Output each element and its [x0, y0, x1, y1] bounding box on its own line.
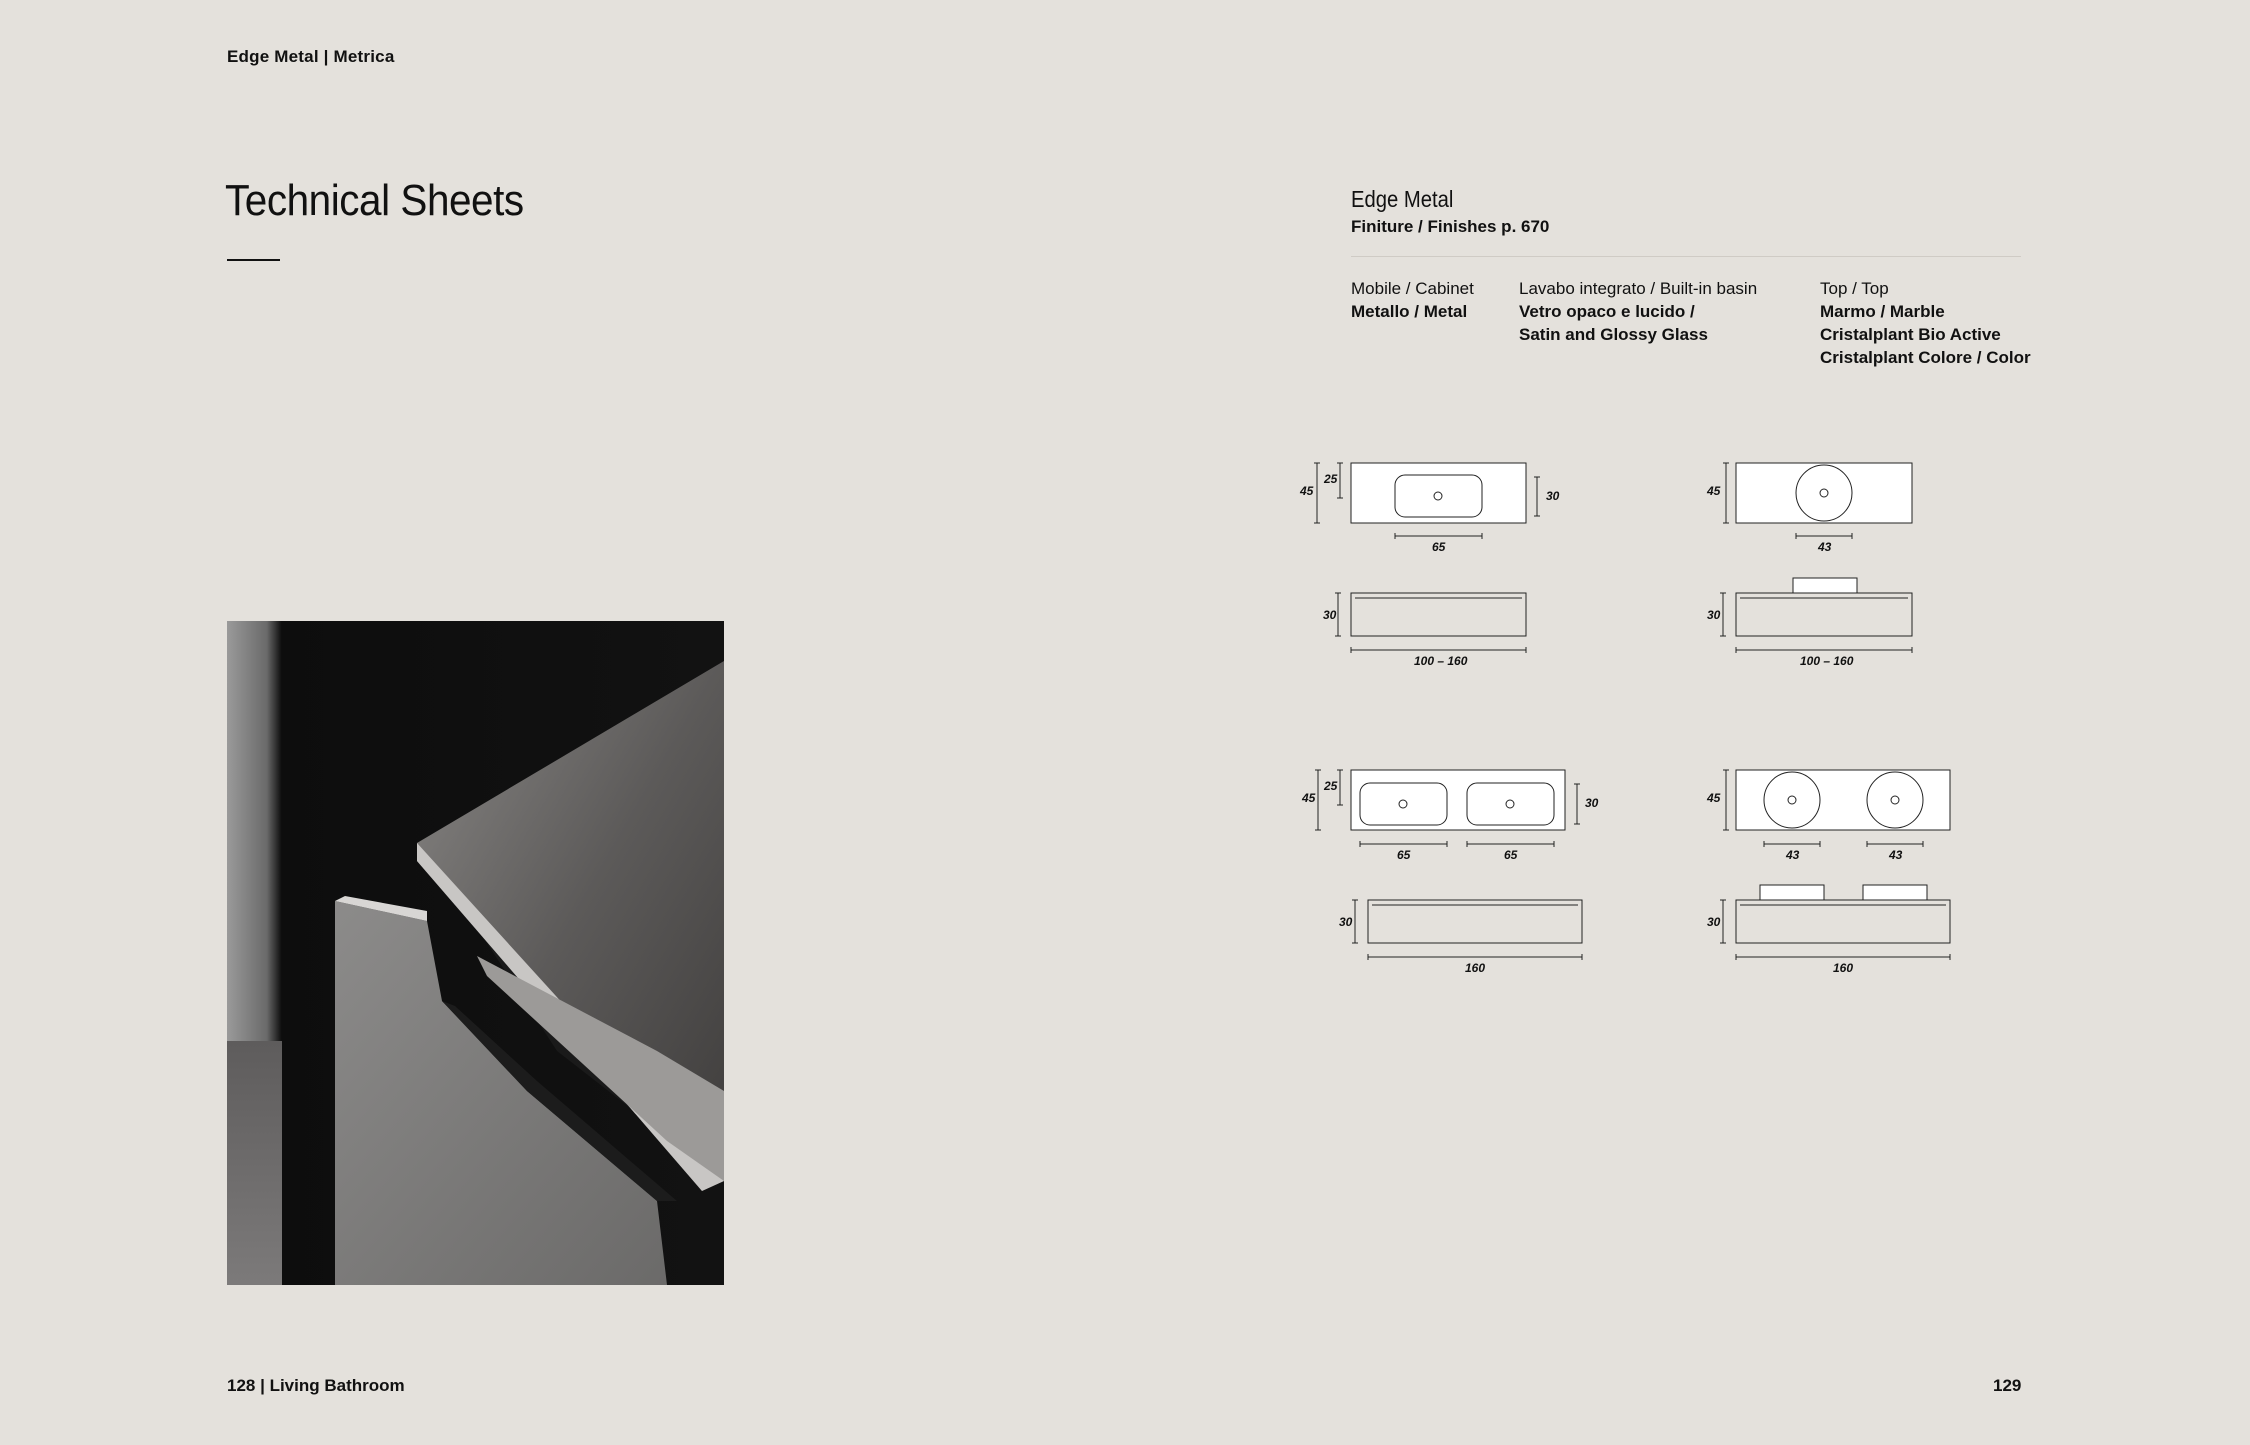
dim-label: 45	[1707, 791, 1721, 805]
dim-label: 30	[1323, 608, 1337, 622]
dim-label: 45	[1300, 484, 1314, 498]
page-title: Technical Sheets	[225, 176, 524, 225]
spec-basin	[1519, 277, 1757, 346]
spec-label: Mobile / Cabinet	[1351, 279, 1474, 298]
footer-page-left: 128 | Living Bathroom	[227, 1376, 405, 1395]
dim-label: 100 – 160	[1414, 654, 1468, 668]
dim-label: 30	[1339, 915, 1353, 929]
dim-label: 25	[1324, 472, 1338, 486]
dim-label: 160	[1833, 961, 1854, 975]
header-label: Edge Metal | Metrica	[227, 47, 395, 66]
product-photo	[227, 621, 724, 1285]
product-finishes: Finiture / Finishes p. 670	[1351, 217, 1550, 236]
footer-page-right: 129	[1993, 1376, 2022, 1395]
spec-value: Cristalplant Bio Active	[1820, 325, 2001, 344]
dim-label: 30	[1546, 489, 1560, 503]
spec-label: Top / Top	[1820, 279, 1889, 298]
dim-label: 65	[1432, 540, 1446, 554]
dim-label: 25	[1324, 779, 1338, 793]
dim-label: 45	[1707, 484, 1721, 498]
product-name: Edge Metal	[1351, 186, 1454, 212]
spec-value: Cristalplant Colore / Color	[1820, 348, 2031, 367]
dim-label: 30	[1707, 608, 1721, 622]
dim-label: 65	[1504, 848, 1518, 862]
spec-top	[1820, 277, 2031, 369]
technical-drawings	[1290, 450, 2010, 990]
dim-label: 45	[1302, 791, 1316, 805]
title-underline	[227, 259, 280, 261]
dim-label: 43	[1786, 848, 1800, 862]
dim-label: 65	[1397, 848, 1411, 862]
spec-value: Satin and Glossy Glass	[1519, 325, 1708, 344]
spec-cabinet	[1351, 277, 1474, 323]
dim-label: 30	[1585, 796, 1599, 810]
drawing-single-round-basin	[1720, 463, 1912, 653]
drawing-double-round-basin	[1720, 770, 1950, 960]
dim-label: 160	[1465, 961, 1486, 975]
spec-value: Marmo / Marble	[1820, 302, 1945, 321]
divider	[1351, 256, 2021, 257]
dim-label: 100 – 160	[1800, 654, 1854, 668]
dim-label: 30	[1707, 915, 1721, 929]
spec-value: Vetro opaco e lucido /	[1519, 302, 1695, 321]
drawing-single-rect-basin	[1314, 463, 1540, 653]
spec-value: Metallo / Metal	[1351, 302, 1468, 321]
dim-label: 43	[1818, 540, 1832, 554]
spec-label: Lavabo integrato / Built-in basin	[1519, 279, 1758, 298]
dim-label: 43	[1889, 848, 1903, 862]
drawing-double-rect-basin	[1315, 770, 1582, 960]
